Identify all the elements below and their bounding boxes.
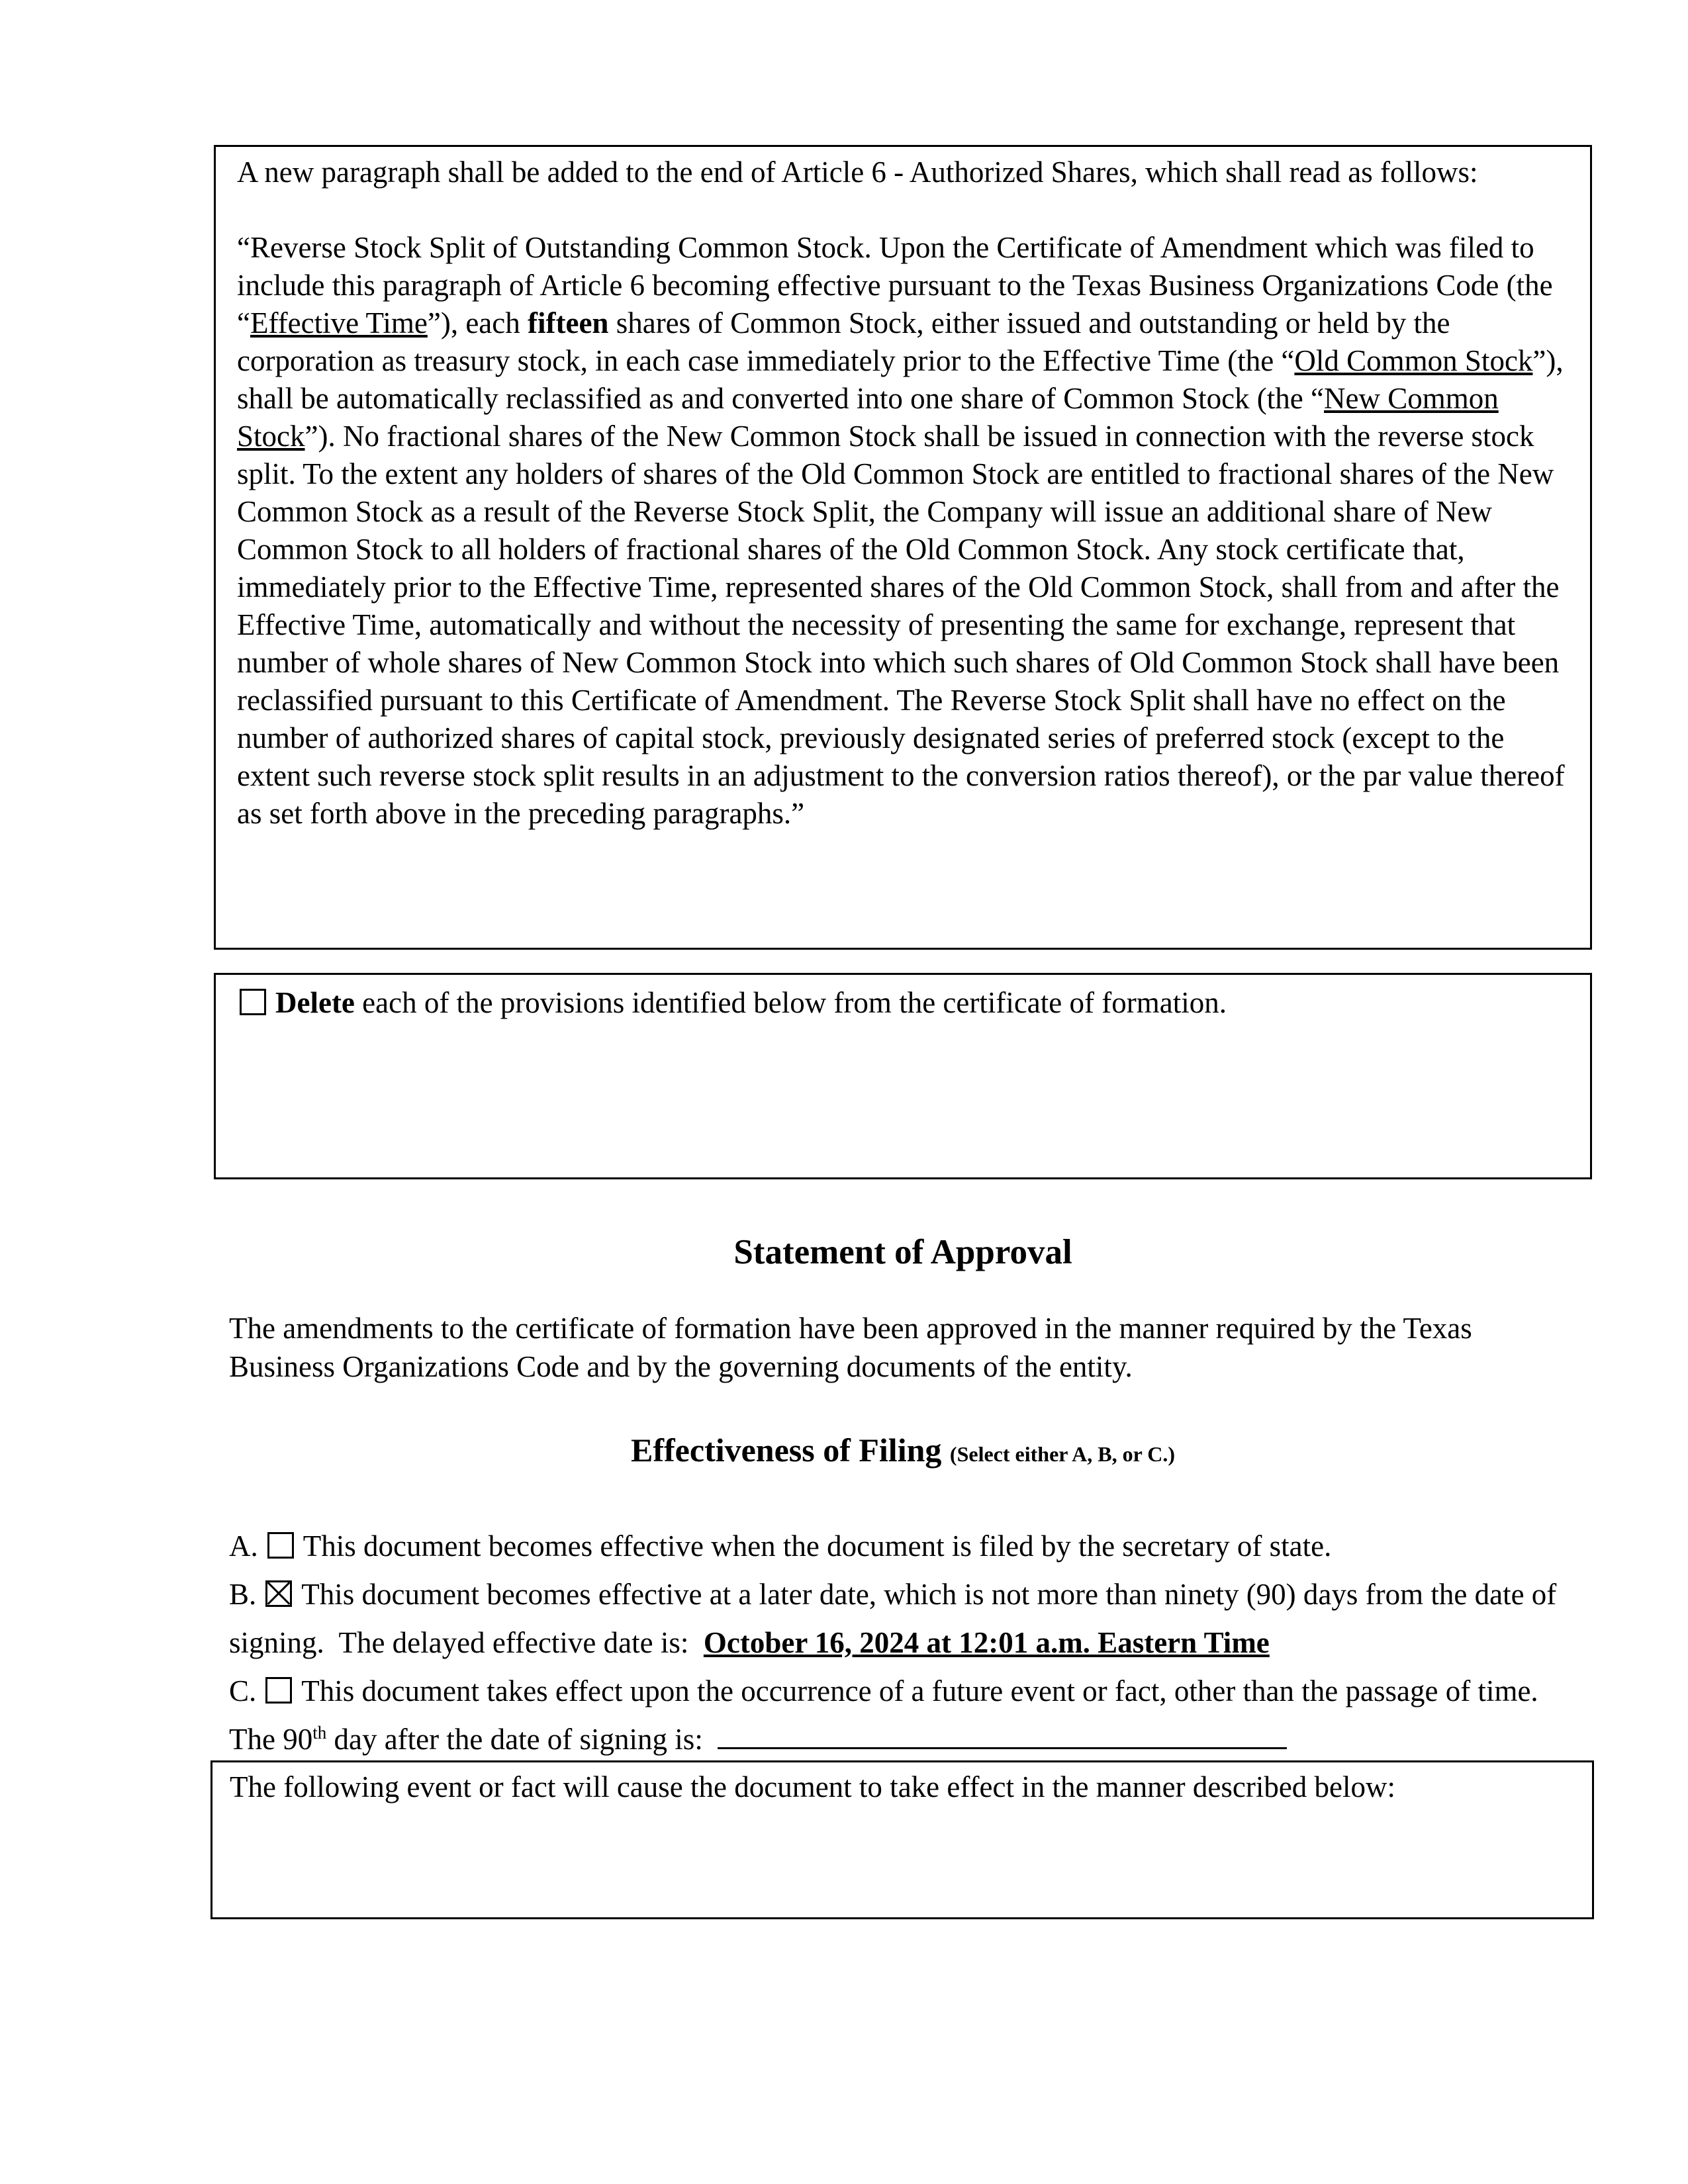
option-c-row: [229, 1667, 1594, 1764]
effectiveness-options: [229, 1522, 1594, 1764]
option-c-text: This document takes effect upon the occurrence of a future event or fact, other than the passage of time. The 90th day after the date of signing is:: [229, 1674, 1546, 1756]
delete-provisions-text: Delete each of the provisions identified below from the certificate of formation.: [275, 986, 1227, 1019]
future-event-box: [211, 1760, 1594, 1919]
future-event-text: The following event or fact will cause the document to take effect in the manner described below:: [230, 1770, 1396, 1803]
option-c-label: C.: [229, 1674, 257, 1707]
option-b-row: [229, 1570, 1594, 1667]
article6-paragraph-text: “Reverse Stock Split of Outstanding Common Stock. Upon the Certificate of Amendment which was filed to include this paragraph of Article 6 becoming effective pursuant to the Texas Business Organizations Code (the “Effective Time”), each fifteen shares of Common Stock, either issued and outstanding or held by the corporation as treasury stock, in each case immediately prior to the Effective Time (the “Old Common Stock”), shall be automatically reclassified as and converted into one share of Common Stock (the “New Common Stock”). No fractional shares of the New Common Stock shall be issued in connection with the reverse stock split. To the extent any holders of shares of the Old Common Stock are entitled to fractional shares of the New Common Stock as a result of the Reverse Stock Split, the Company will issue an additional share of New Common Stock to all holders of fractional shares of the Old Common Stock. Any stock certificate that, immediately prior to the Effective Time, represented shares of the Old Common Stock, shall from and after the Effective Time, automatically and without the necessity of presenting the same for exchange, represent that number of whole shares of New Common Stock into which such shares of Old Common Stock shall have been reclassified pursuant to this Certificate of Amendment. The Reverse Stock Split shall have no effect on the number of authorized shares of capital stock, previously designated series of preferred stock (except to the extent such reverse stock split results in an adjustment to the conversion ratios thereof), or the par value thereof as set forth above in the preceding paragraphs.”: [237, 231, 1565, 830]
statement-of-approval-heading: Statement of Approval: [733, 1233, 1072, 1271]
option-c-checkbox[interactable]: [265, 1677, 292, 1704]
option-a-text: This document becomes effective when the document is filed by the secretary of state.: [303, 1529, 1332, 1563]
article6-amendment-box: [214, 145, 1592, 950]
delete-provisions-box: [214, 973, 1592, 1179]
option-b-text: This document becomes effective at a later date, which is not more than ninety (90) days from the date of signing. The delayed effective date is: October 16, 2024 at 12:01 a.m. Eastern Time: [229, 1578, 1557, 1659]
option-a-row: [229, 1522, 1594, 1570]
option-b-label: B.: [229, 1578, 257, 1611]
effectiveness-of-filing-heading: [214, 1431, 1592, 1469]
option-b-checkbox[interactable]: [265, 1580, 292, 1607]
option-a-label: A.: [229, 1529, 258, 1563]
statement-of-approval-text: The amendments to the certificate of formation have been approved in the manner required by the Texas Business Organizations Code and by the governing documents of the entity.: [229, 1312, 1472, 1383]
effectiveness-title: Effectiveness of Filing: [631, 1432, 942, 1469]
effectiveness-subtitle: (Select either A, B, or C.): [949, 1442, 1175, 1466]
option-a-checkbox[interactable]: [267, 1532, 294, 1559]
delete-provisions-line: [234, 983, 1571, 1023]
article6-intro-text: A new paragraph shall be added to the end of Article 6 - Authorized Shares, which shall read as follows:: [237, 156, 1478, 189]
delete-checkbox[interactable]: [240, 989, 266, 1015]
